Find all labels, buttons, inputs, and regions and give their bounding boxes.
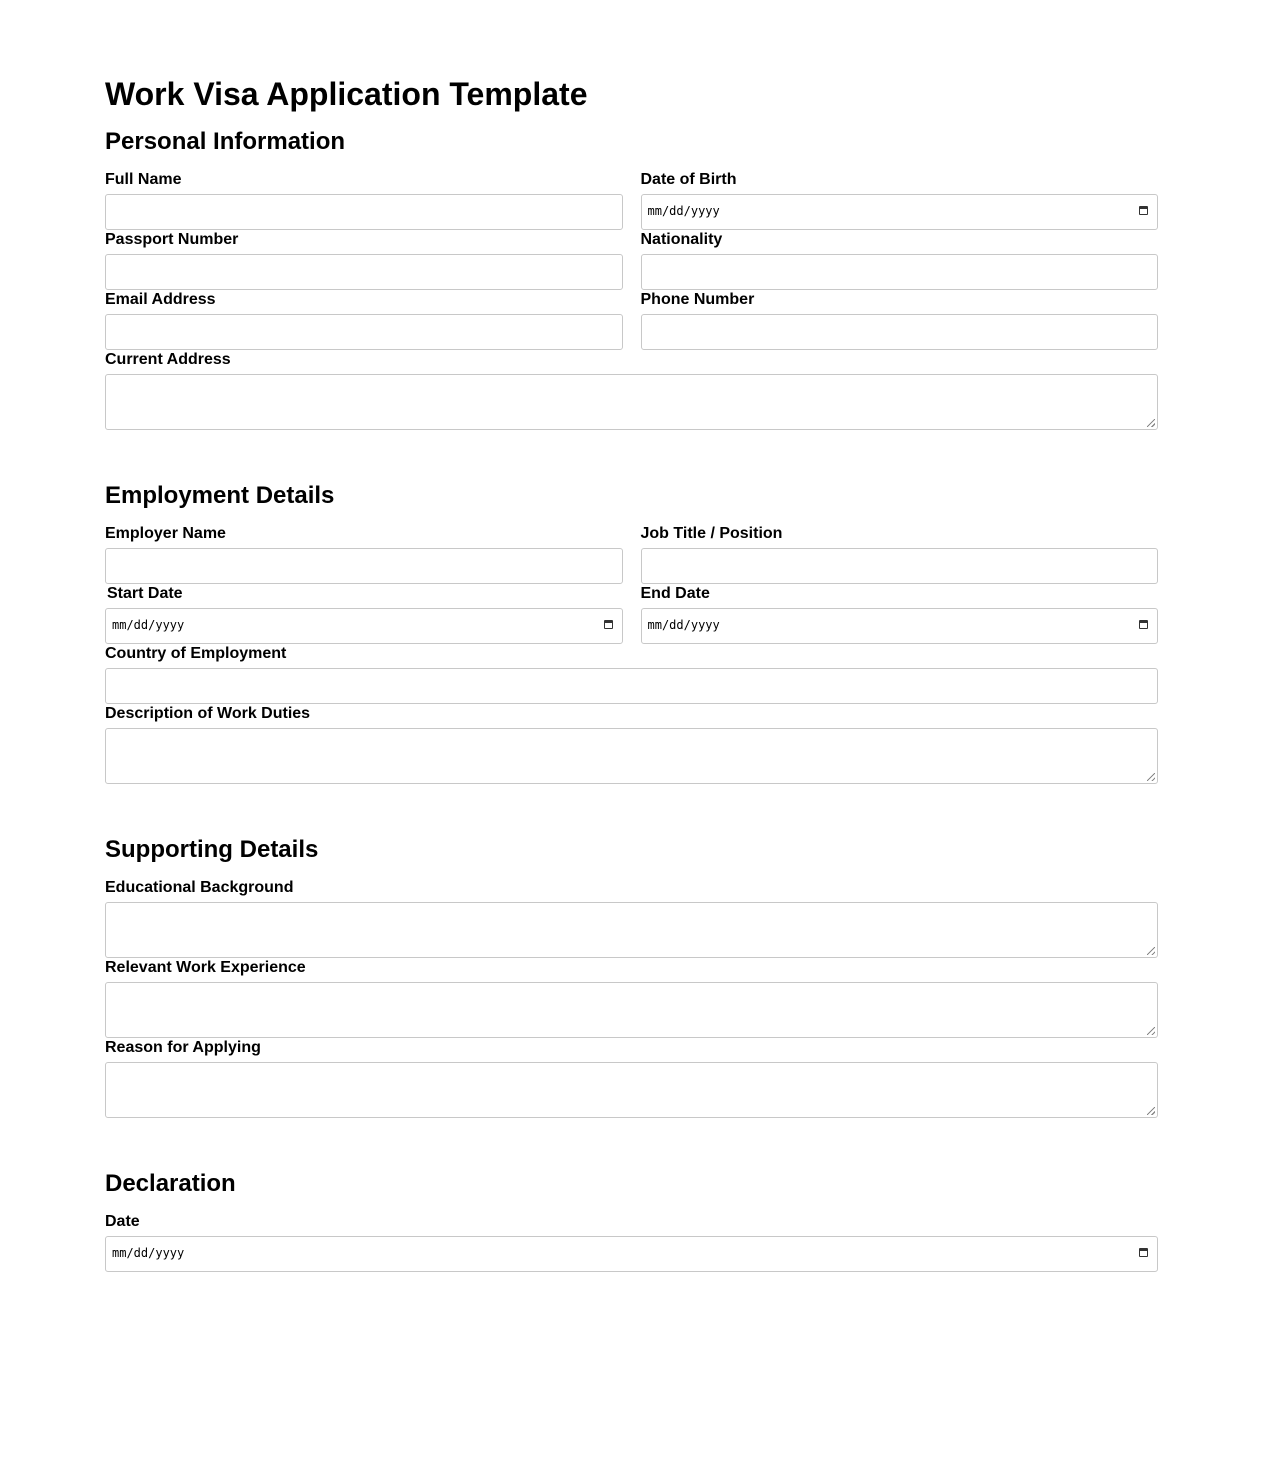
section-title: Supporting Details xyxy=(105,836,319,863)
phone-number-label: Phone Number xyxy=(640,291,755,308)
date-of-birth-input[interactable] xyxy=(641,194,1159,230)
declaration-date-label: Date xyxy=(105,1213,140,1230)
employer-name-input[interactable] xyxy=(105,548,623,584)
section-title: Employment Details xyxy=(105,482,335,509)
passport-number-input[interactable] xyxy=(105,254,623,290)
start-date-input[interactable] xyxy=(105,608,623,644)
section-personal-information xyxy=(105,126,1158,430)
calendar-icon[interactable] xyxy=(1139,1248,1148,1257)
page-title: Work Visa Application Template xyxy=(105,76,588,112)
job-title-label: Job Title / Position xyxy=(640,525,783,542)
section-supporting-details xyxy=(105,834,1158,1118)
resize-grip-icon[interactable] xyxy=(1147,773,1155,781)
phone-number-input[interactable] xyxy=(641,314,1159,350)
date-placeholder: mm/dd/yyyy xyxy=(647,618,720,632)
section-declaration xyxy=(105,1168,1158,1272)
nationality-input[interactable] xyxy=(641,254,1159,290)
current-address-label: Current Address xyxy=(105,351,231,368)
job-title-input[interactable] xyxy=(641,548,1159,584)
full-name-input[interactable] xyxy=(105,194,623,230)
calendar-icon[interactable] xyxy=(1139,206,1148,215)
end-date-input[interactable] xyxy=(641,608,1159,644)
email-address-input[interactable] xyxy=(105,314,623,350)
educational-background-label: Educational Background xyxy=(105,879,294,896)
end-date-label: End Date xyxy=(640,585,710,602)
work-experience-textarea[interactable] xyxy=(105,982,1158,1038)
email-address-label: Email Address xyxy=(105,291,216,308)
resize-grip-icon[interactable] xyxy=(1147,419,1155,427)
section-employment-details xyxy=(105,480,1158,784)
full-name-label: Full Name xyxy=(105,171,182,188)
declaration-date-input[interactable] xyxy=(105,1236,1158,1272)
resize-grip-icon[interactable] xyxy=(1147,947,1155,955)
reason-for-applying-label: Reason for Applying xyxy=(105,1039,261,1056)
work-duties-textarea[interactable] xyxy=(105,728,1158,784)
calendar-icon[interactable] xyxy=(604,620,613,629)
work-duties-label: Description of Work Duties xyxy=(105,705,311,722)
country-of-employment-label: Country of Employment xyxy=(105,645,287,662)
resize-grip-icon[interactable] xyxy=(1147,1027,1155,1035)
date-placeholder: mm/dd/yyyy xyxy=(112,1246,185,1260)
current-address-textarea[interactable] xyxy=(105,374,1158,430)
start-date-label: Start Date xyxy=(107,585,183,602)
section-title: Personal Information xyxy=(105,128,346,155)
form-container xyxy=(105,72,1158,1272)
section-title: Declaration xyxy=(105,1170,236,1197)
reason-for-applying-textarea[interactable] xyxy=(105,1062,1158,1118)
date-of-birth-label: Date of Birth xyxy=(640,171,737,188)
date-placeholder: mm/dd/yyyy xyxy=(112,618,185,632)
work-experience-label: Relevant Work Experience xyxy=(105,959,306,976)
employer-name-label: Employer Name xyxy=(105,525,226,542)
educational-background-textarea[interactable] xyxy=(105,902,1158,958)
nationality-label: Nationality xyxy=(640,231,723,248)
resize-grip-icon[interactable] xyxy=(1147,1107,1155,1115)
passport-number-label: Passport Number xyxy=(105,231,239,248)
date-placeholder: mm/dd/yyyy xyxy=(647,204,720,218)
country-of-employment-input[interactable] xyxy=(105,668,1158,704)
calendar-icon[interactable] xyxy=(1139,620,1148,629)
